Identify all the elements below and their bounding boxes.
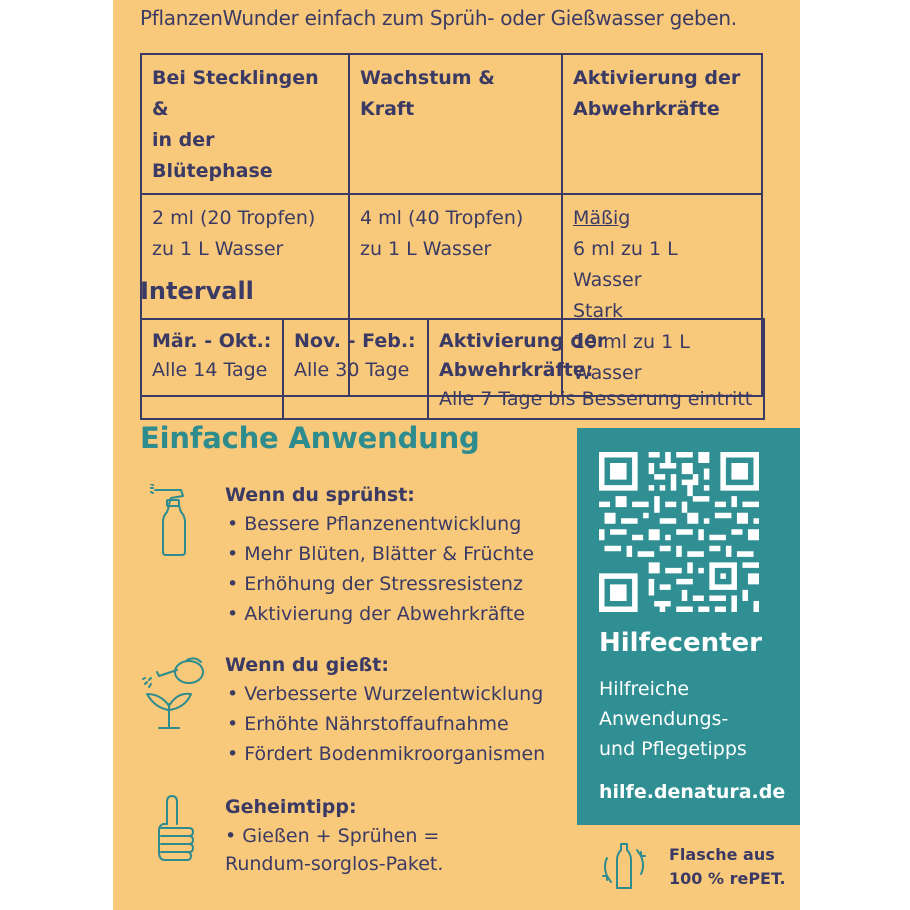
dosage-cell-cuttings: 2 ml (20 Tropfen) zu 1 L Wasser (141, 194, 349, 396)
dosage-mild-value: 6 ml zu 1 L Wasser (573, 238, 678, 291)
tip-heading: Geheimtipp: (225, 796, 357, 818)
spray-item: • Erhöhung der Stressresistenz (227, 573, 523, 595)
dosage-mild-label: Mäßig (573, 207, 631, 229)
water-heading: Wenn du gießt: (225, 654, 389, 676)
interval-cell-defense: Aktivierung der Abwehrkräfte: Alle 7 Tage bis Besserung eintritt (428, 319, 764, 419)
recycle-bottle-icon (599, 836, 649, 896)
water-item: • Verbesserte Wurzelentwicklung (227, 683, 543, 705)
watering-can-icon (137, 654, 209, 732)
spray-bottle-icon (149, 484, 199, 558)
help-center-title: Hilfecenter (599, 628, 762, 658)
water-item: • Erhöhte Nährstoffaufnahme (227, 713, 509, 735)
interval-cell-winter: Nov. - Feb.: Alle 30 Tage (283, 319, 428, 419)
product-label-panel (113, 0, 800, 910)
interval-cell-summer: Mär. - Okt.: Alle 14 Tage (141, 319, 283, 419)
tip-line: Rundum-sorglos-Paket. (225, 853, 444, 875)
thumbs-up-icon (153, 794, 199, 868)
interval-table (140, 318, 765, 420)
help-center-line: und Pflegetipps (599, 738, 747, 760)
dosage-header-cuttings: Bei Stecklingen & in der Blütephase (141, 54, 349, 194)
help-center-line: Hilfreiche (599, 678, 690, 700)
dosage-cell-growth: 4 ml (40 Tropfen) zu 1 L Wasser (349, 194, 562, 396)
tip-line: • Gießen + Sprühen = (225, 825, 439, 847)
help-center-box (577, 428, 800, 825)
help-center-url[interactable]: hilfe.denatura.de (599, 781, 786, 803)
recycle-line: 100 % rePET. (669, 869, 786, 888)
qr-code-icon[interactable] (599, 452, 759, 612)
dosage-strong-label: Stark (573, 300, 623, 322)
recycle-line: Flasche aus (669, 845, 775, 864)
spray-heading: Wenn du sprühst: (225, 484, 415, 506)
spray-item: • Aktivierung der Abwehrkräfte (227, 603, 525, 625)
interval-title: Intervall (140, 277, 254, 305)
dosage-header-growth: Wachstum & Kraft (349, 54, 562, 194)
spray-item: • Bessere Pflanzenentwicklung (227, 513, 521, 535)
usage-title: Einfache Anwendung (140, 421, 480, 455)
intro-text: PflanzenWunder einfach zum Sprüh- oder Gießwasser geben. (140, 6, 737, 30)
dosage-header-defense: Aktivierung der Abwehrkräfte (562, 54, 762, 194)
water-item: • Fördert Bodenmikroorganismen (227, 743, 545, 765)
dosage-strong-value: 10 ml zu 1 L Wasser (573, 331, 690, 384)
spray-item: • Mehr Blüten, Blätter & Früchte (227, 543, 534, 565)
help-center-line: Anwendungs- (599, 708, 729, 730)
